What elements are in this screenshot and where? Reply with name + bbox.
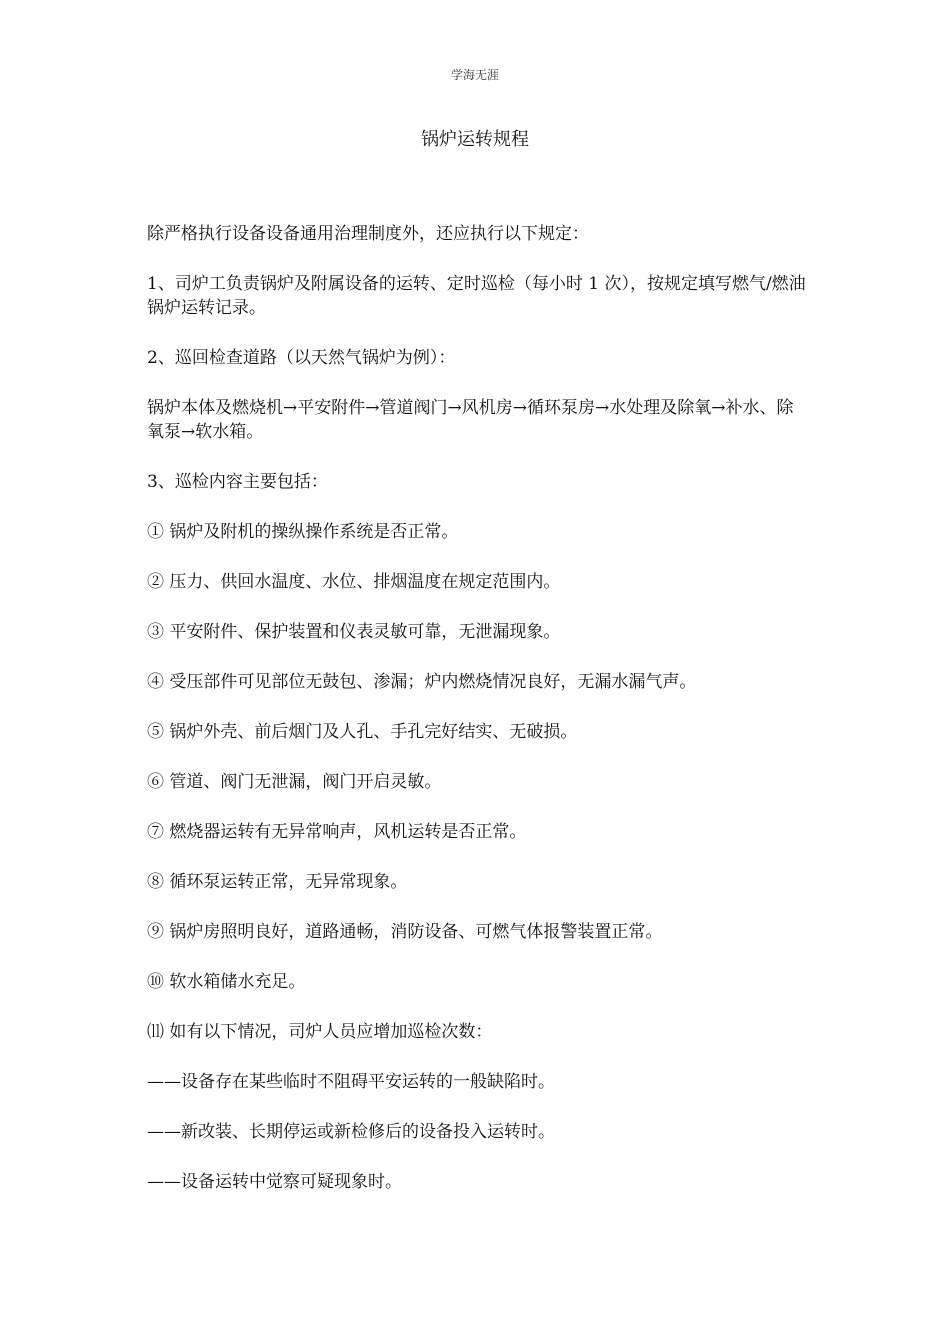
extra-inspection-conditions [147, 1070, 807, 1194]
document-body [147, 222, 807, 1220]
intro-paragraph: 除严格执行设备设备通用治理制度外，还应执行以下规定： [147, 224, 589, 244]
list-item: ⑩ 软水箱储水充足。 [147, 972, 306, 992]
page-header: 学海无涯 [450, 68, 499, 82]
list-item: ——新改装、长期停运或新检修后的设备投入运转时。 [147, 1122, 555, 1142]
list-item: ④ 受压部件可见部位无鼓包、渗漏；炉内燃烧情况良好，无漏水漏气声。 [147, 672, 697, 692]
list-item: ⑦ 燃烧器运转有无异常响声，风机运转是否正常。 [147, 822, 527, 842]
rule-2-paragraph: 2、巡回检查道路（以天然气锅炉为例）： [147, 348, 456, 368]
list-item: ③ 平安附件、保护装置和仪表灵敏可靠，无泄漏现象。 [147, 622, 561, 642]
list-item: ② 压力、供回水温度、水位、排烟温度在规定范围内。 [147, 572, 561, 592]
list-item: ① 锅炉及附机的操纵操作系统是否正常。 [147, 522, 459, 542]
inspection-route: 锅炉本体及燃烧机→平安附件→管道阀门→风机房→循环泵房→水处理及除氧→补水、除氧泵→软水箱。 [147, 398, 794, 442]
rule-1-paragraph: 1、司炉工负责锅炉及附属设备的运转、定时巡检（每小时 1 次），按规定填写燃气/燃油锅炉运转记录。 [147, 274, 806, 318]
list-item: ⑨ 锅炉房照明良好，道路通畅，消防设备、可燃气体报警装置正常。 [147, 922, 663, 942]
list-item: ⑧ 循环泵运转正常，无异常现象。 [147, 872, 408, 892]
document-title: 锅炉运转规程 [421, 129, 529, 150]
rule-3-paragraph: 3、巡检内容主要包括： [147, 472, 328, 492]
list-item: ⑤ 锅炉外壳、前后烟门及人孔、手孔完好结实、无破损。 [147, 722, 578, 742]
list-item: ——设备运转中觉察可疑现象时。 [147, 1172, 402, 1192]
inspection-items-list [147, 520, 807, 1044]
list-item: ⑾ 如有以下情况，司炉人员应增加巡检次数： [147, 1022, 493, 1042]
list-item: ——设备存在某些临时不阻碍平安运转的一般缺陷时。 [147, 1072, 555, 1092]
list-item: ⑥ 管道、阀门无泄漏，阀门开启灵敏。 [147, 772, 442, 792]
